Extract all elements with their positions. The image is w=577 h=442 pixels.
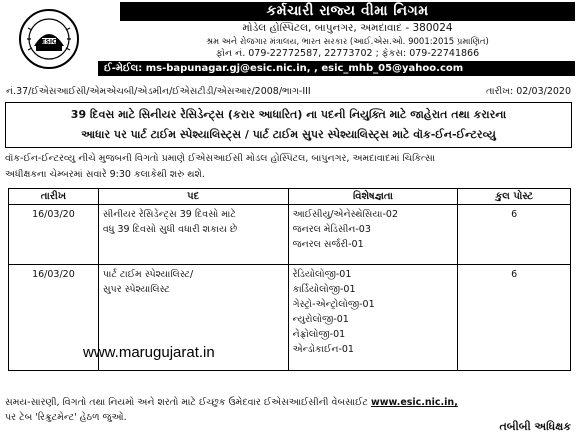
intro-line2: અધીક્ષકના ચેમ્બરમાં સવારે 9:30 કલાકેથી શરુ થશે. [5, 169, 205, 180]
post-line: સીનીયર રેસિડેન્ટ્સ 39 દિવસો માટે [102, 209, 236, 220]
specialty-item: એન્ડોકાઈન-01 [292, 344, 354, 355]
column-header-post: પદ [98, 189, 288, 205]
specialty-item: કાર્ડિયોલોજી-01 [292, 284, 356, 295]
row-specialties [288, 205, 458, 265]
watermark-text: www.marugujarat.in [83, 344, 215, 361]
specialty-item: ગેસ્ટ્રો-એન્ટ્રોલોજી-01 [292, 299, 375, 310]
footer-line2: પર ટેબ 'રિક્રુટમેન્ટ' હેઠળ જુઓ. [5, 412, 127, 423]
table-header-row [9, 189, 571, 205]
footer-text: સમય-સારણી, વિગતો તથા નિયમો અને શરતો માટે ઈચ્છુક ઉમેદવાર ઈએસઆઈસીની વેબસાઈટ [5, 397, 368, 408]
specialty-item: રેડિયોલોજી-01 [292, 269, 352, 280]
row-date: 16/03/20 [9, 265, 99, 371]
specialty-item: જનરલ મેડિસીન-03 [292, 224, 371, 235]
column-header-date: તારીખ [9, 189, 99, 205]
letterhead [0, 0, 577, 82]
row-total-posts: 6 [458, 265, 571, 371]
intro-line1: વૉક-ઈન-ઈન્ટરવ્યુ નીચે મુજબની વિગતો પ્રમાણે ઈએસઆઈસી મોડલ હોસ્પિટલ, બાપુનગર, અમદાવાદમાં ચિકિત્સા [5, 153, 436, 164]
row-date: 16/03/20 [9, 205, 99, 265]
notice-title-line1: 39 દિવસ માટે સિનીયર રેસિડેન્ટ્સ (કરાર આધારિત) ના પદની નિયુક્તિ માટે જાહેરાત તથા કરારના [70, 108, 507, 121]
footer-line1 [5, 395, 573, 410]
esic-website-link[interactable]: www.esic.nic.in, [370, 397, 458, 408]
row-specialties [288, 265, 458, 371]
reference-number: નં.37/ઈએસઆઈસી/એમએચબી/એડમીન/ઈએસટીડી/એસઆર/2008/ભાગ-III [6, 86, 311, 97]
signature-medical-superintendent: તબીબી અધિક્ષક [499, 420, 571, 433]
specialty-item: જનરલ સર્જરી-01 [292, 239, 364, 250]
specialty-item: ન્યુરોલોજી-01 [292, 314, 349, 325]
ministry-line: શ્રમ અને રોજગાર મંત્રાલય, ભારત સરકાર (આઈ.એસ.ઓ. 9001:2015 પ્રમાણિત) [206, 37, 489, 47]
specialty-item: નેફ્રોલોજી-01 [292, 329, 346, 340]
post-line: વધુ 39 દિવસો સુધી વધારી શકાય છે [102, 224, 238, 235]
post-line: સુપર સ્પેશ્યાલિસ્ટ [102, 284, 170, 295]
footer-note [5, 395, 573, 425]
table-row [9, 205, 571, 265]
column-header-specialty: વિશેષજ્ઞતા [288, 189, 458, 205]
row-total-posts: 6 [458, 205, 571, 265]
phone-fax-line: ફોન નં. 079-22772587, 22773702 ; ફેકસ: 079-22741866 [215, 48, 480, 59]
email-line: ઈ-મેઈલ: ms-bapunagar.gj@esic.nic.in, , esic_mhb_05@yahoo.com [98, 61, 575, 76]
intro-paragraph [5, 151, 573, 183]
post-line: પાર્ટ ટાઈમ સ્પેશ્યાલિસ્ટ/ [102, 269, 194, 280]
logo-text: ESIC [41, 38, 57, 46]
hospital-address: મોડેલ હોસ્પિટલ, બાપુનગર, અમદાવાદ - 380024 [242, 22, 453, 34]
specialty-item: આઈસીયુ/એનેસ્થેસિયા-02 [292, 209, 398, 220]
notice-title [5, 102, 572, 148]
esic-logo-icon [18, 8, 80, 70]
notice-title-line2: આધાર પર પાર્ટ ટાઈમ સ્પેશ્યાલિસ્ટ્સ / પાર્ટ ટાઈમ સુપર સ્પેશ્યાલિસ્ટ્સ માટે વૉક-ઈન-ઈન્ટરવ્યુ [81, 128, 496, 141]
row-post [98, 205, 288, 265]
column-header-total-posts: કુલ પોસ્ટ [458, 189, 571, 205]
reference-line [6, 84, 573, 100]
organization-name: કર્મચારી રાજ્ય વીમા નિગમ [120, 2, 575, 21]
reference-date: તારીખ: 02/03/2020 [485, 86, 571, 97]
